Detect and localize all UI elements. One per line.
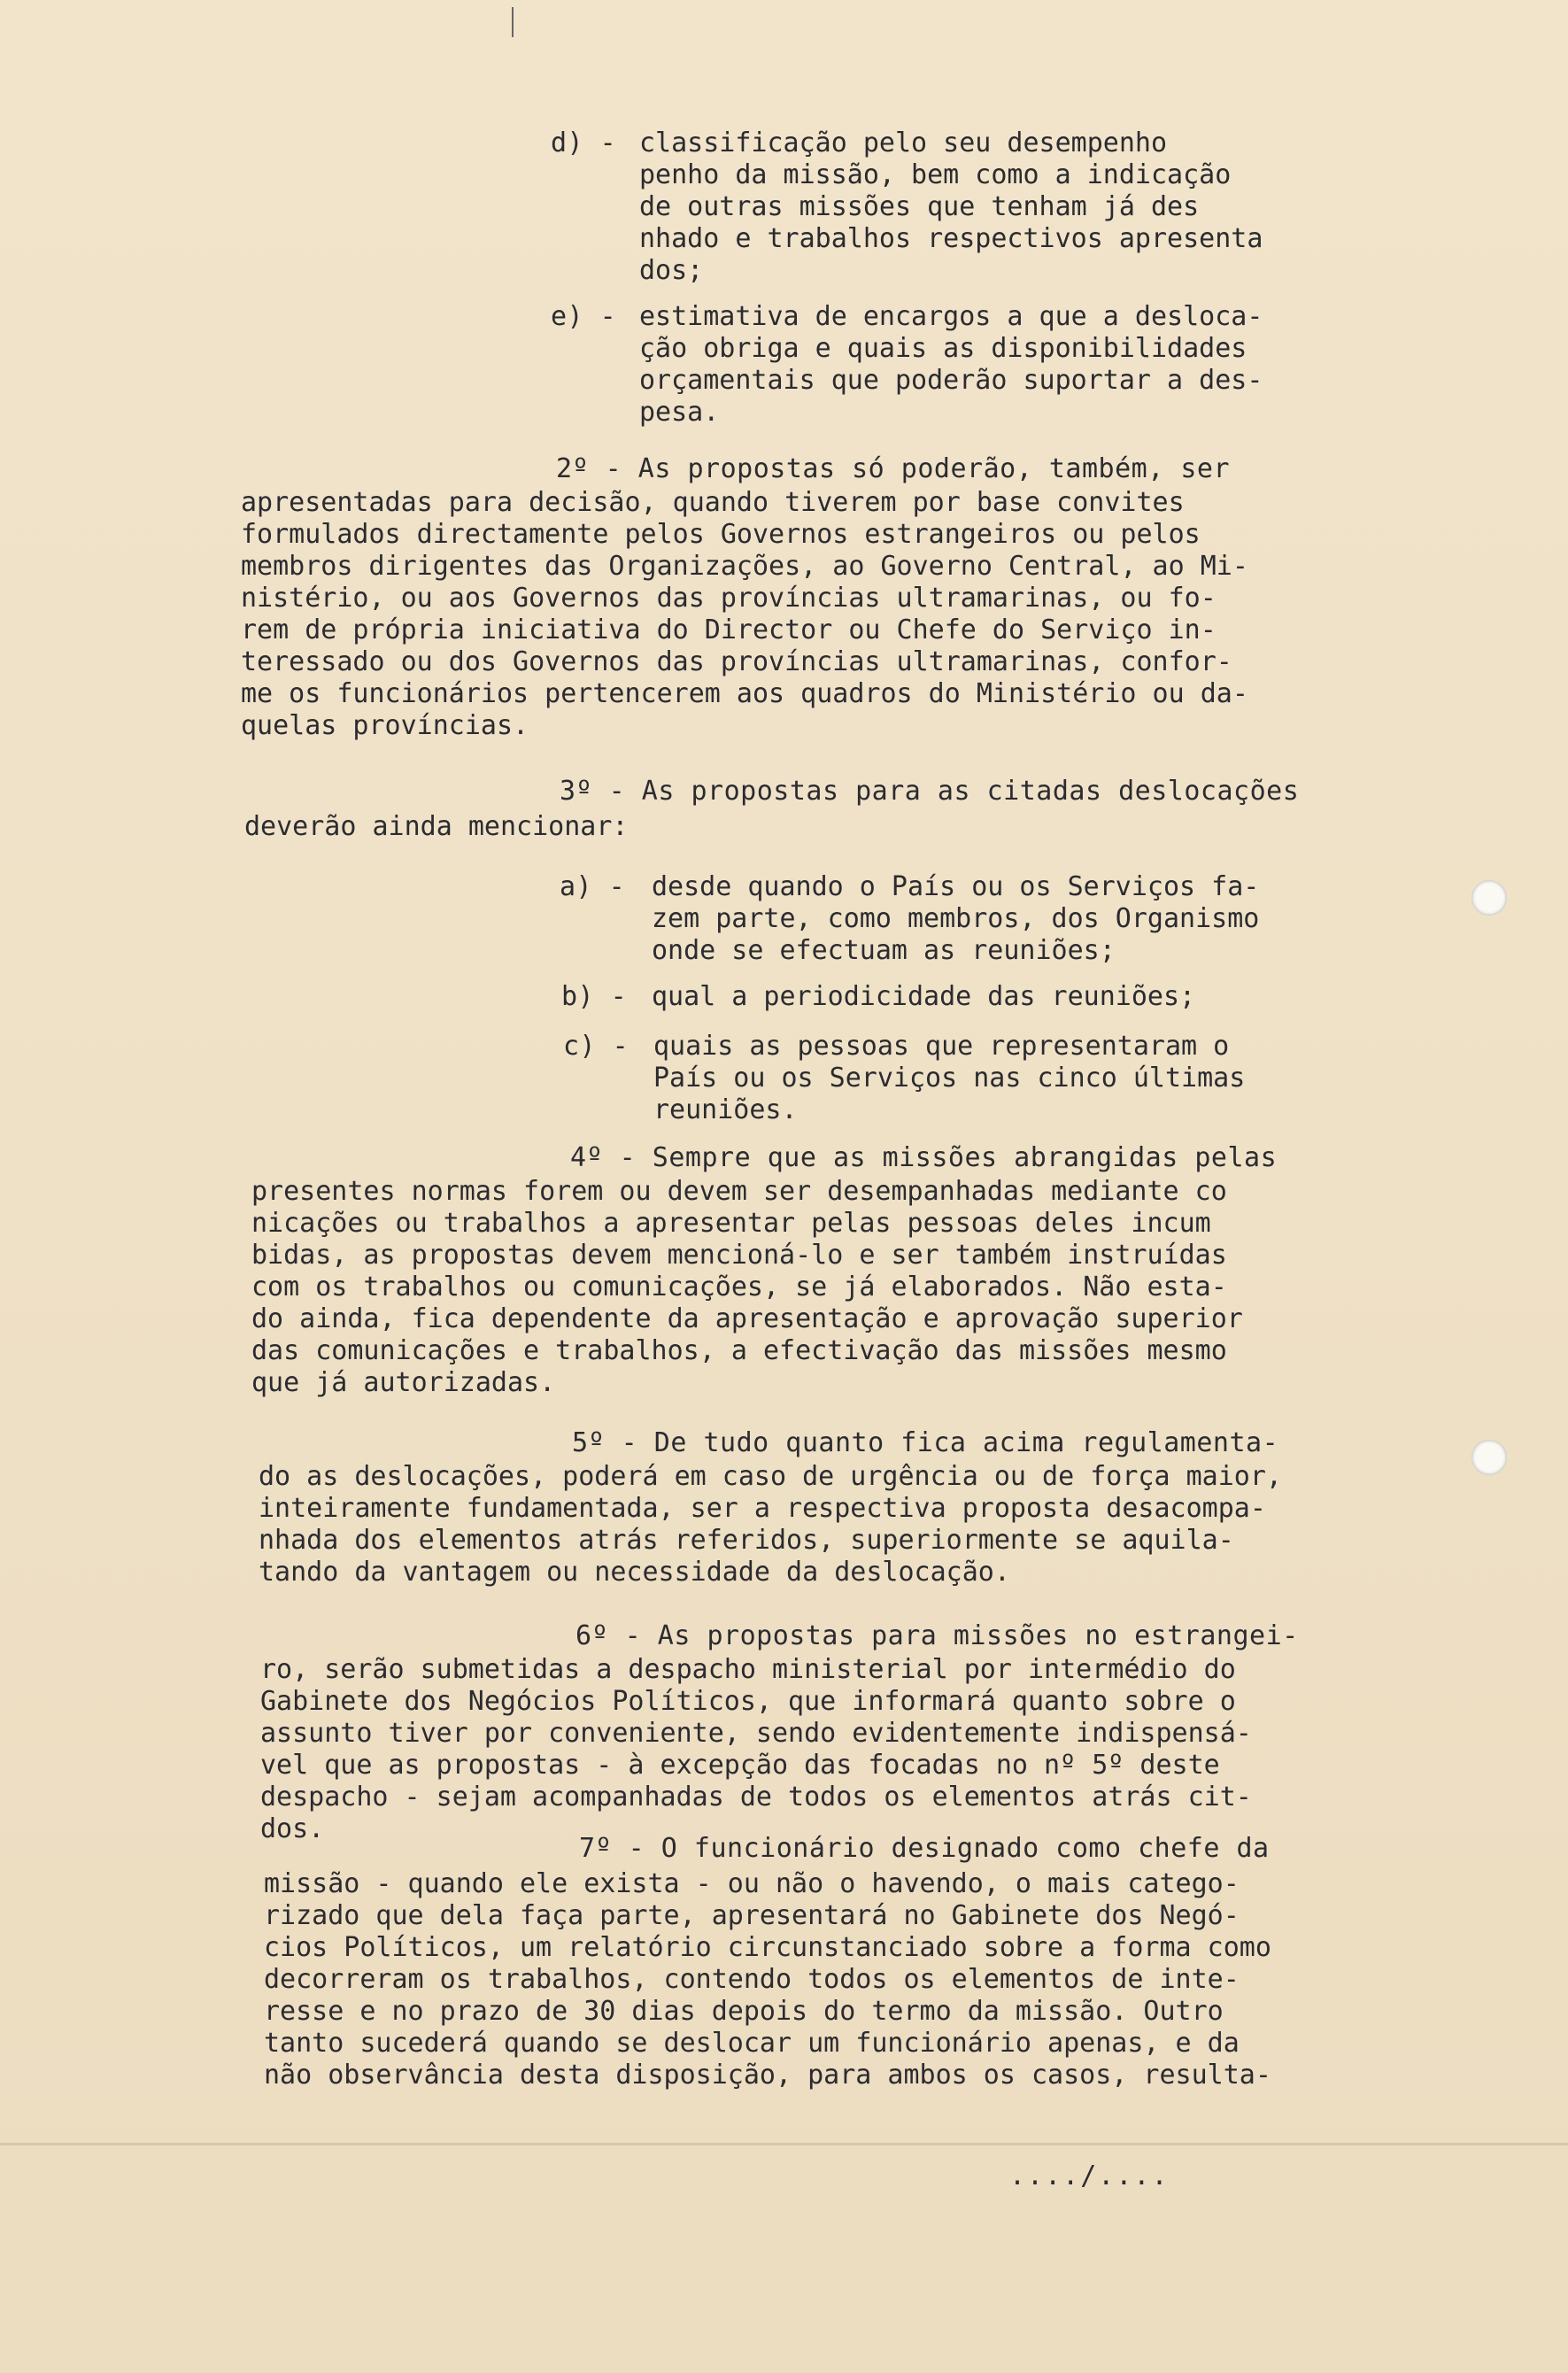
- text-line: das comunicações e trabalhos, a efectivação das missões mesmo: [251, 1335, 1227, 1366]
- text-line: estimativa de encargos a que a desloca-: [639, 301, 1263, 332]
- text-line: rizado que dela faça parte, apresentará no Gabinete dos Negó-: [264, 1900, 1240, 1931]
- text-line: despacho - sejam acompanhadas de todos os elementos atrás cit-: [260, 1782, 1252, 1813]
- text-line: tanto sucederá quando se deslocar um funcionário apenas, e da: [264, 2028, 1240, 2059]
- text-line: assunto tiver por conveniente, sendo evidentemente indispensá-: [260, 1718, 1252, 1749]
- text-line: formulados directamente pelos Governos estrangeiros ou pelos: [241, 519, 1201, 550]
- continuation-mark: ..../....: [1009, 2160, 1170, 2191]
- text-line: teressado ou dos Governos das províncias ultramarinas, confor-: [241, 646, 1232, 677]
- text-line: membros dirigentes das Organizações, ao Governo Central, ao Mi-: [241, 551, 1248, 582]
- item-c-text: [653, 1031, 1245, 1126]
- para-3-text: [244, 811, 628, 843]
- text-line: nhado e trabalhos respectivos apresenta: [639, 223, 1263, 254]
- text-line: rem de própria iniciativa do Director ou Chefe do Serviço in-: [241, 615, 1217, 645]
- para-2-text: [241, 487, 1248, 742]
- text-line: zem parte, como membros, dos Organismo: [652, 903, 1260, 934]
- para-7-text: [264, 1868, 1271, 2091]
- item-c-label: c) -: [563, 1031, 630, 1062]
- text-line: nicações ou trabalhos a apresentar pelas pessoas deles incum: [251, 1208, 1211, 1239]
- item-e-text: [639, 301, 1263, 429]
- para-7-first-line: 7º - O funcionário designado como chefe da: [579, 1833, 1270, 1864]
- text-line: qual a periodicidade das reuniões;: [652, 981, 1196, 1012]
- paper-fold: [0, 2143, 1568, 2145]
- text-line: presentes normas forem ou devem ser desempanhadas mediante co: [251, 1176, 1227, 1207]
- item-d-text: [639, 128, 1263, 287]
- punch-hole-bottom: [1471, 1440, 1507, 1475]
- text-line: ro, serão submetidas a despacho ministerial por intermédio do: [260, 1654, 1236, 1685]
- text-line: tando da vantagem ou necessidade da deslocação.: [259, 1557, 1010, 1588]
- para-6-first-line: 6º - As propostas para missões no estrangei-: [575, 1620, 1299, 1651]
- text-line: nistério, ou aos Governos das províncias ultramarinas, ou fo-: [241, 583, 1217, 614]
- text-line: do as deslocações, poderá em caso de urgência ou de força maior,: [259, 1461, 1282, 1492]
- text-line: de outras missões que tenham já des: [639, 191, 1200, 222]
- text-line: inteiramente fundamentada, ser a respectiva proposta desacompa-: [259, 1493, 1266, 1524]
- text-line: pesa.: [639, 397, 720, 428]
- para-5-text: [259, 1461, 1282, 1588]
- text-line: decorreram os trabalhos, contendo todos os elementos de inte-: [264, 1964, 1240, 1995]
- item-a-label: a) -: [560, 871, 626, 902]
- text-line: onde se efectuam as reuniões;: [652, 935, 1116, 966]
- text-line: desde quando o País ou os Serviços fa-: [652, 871, 1260, 902]
- para-3-first-line: 3º - As propostas para as citadas deslocações: [560, 776, 1300, 807]
- item-b-label: b) -: [561, 981, 628, 1012]
- text-line: ção obriga e quais as disponibilidades: [639, 333, 1247, 364]
- para-6-text: [260, 1654, 1252, 1845]
- text-line: quais as pessoas que representaram o: [653, 1031, 1230, 1062]
- text-line: Gabinete dos Negócios Políticos, que informará quanto sobre o: [260, 1686, 1236, 1717]
- para-4-first-line: 4º - Sempre que as missões abrangidas pelas: [570, 1142, 1278, 1173]
- text-line: orçamentais que poderão suportar a des-: [639, 365, 1263, 396]
- text-line: resse e no prazo de 30 dias depois do termo da missão. Outro: [264, 1996, 1224, 2027]
- margin-mark: [512, 7, 514, 37]
- text-line: não observância desta disposição, para ambos os casos, resulta-: [264, 2060, 1271, 2091]
- para-2-first-line: 2º - As propostas só poderão, também, ser: [556, 453, 1231, 484]
- item-a-text: [652, 871, 1259, 967]
- text-line: com os trabalhos ou comunicações, se já elaborados. Não esta-: [251, 1272, 1227, 1302]
- text-line: me os funcionários pertencerem aos quadros do Ministério ou da-: [241, 678, 1248, 709]
- para-5-first-line: 5º - De tudo quanto fica acima regulamenta-: [572, 1427, 1279, 1458]
- text-line: apresentadas para decisão, quando tiverem por base convites: [241, 487, 1185, 518]
- text-line: deverão ainda mencionar:: [244, 811, 629, 842]
- para-4-text: [251, 1176, 1243, 1399]
- item-e-label: e) -: [551, 301, 617, 332]
- item-d-label: d) -: [551, 128, 617, 158]
- text-line: bidas, as propostas devem mencioná-lo e ser também instruídas: [251, 1240, 1227, 1271]
- item-b-text: [652, 981, 1195, 1013]
- text-line: penho da missão, bem como a indicação: [639, 159, 1232, 190]
- text-line: reuniões.: [653, 1094, 798, 1125]
- text-line: vel que as propostas - à excepção das focadas no nº 5º deste: [260, 1750, 1220, 1781]
- punch-hole-top: [1471, 880, 1507, 916]
- text-line: do ainda, fica dependente da apresentação e aprovação superior: [251, 1303, 1243, 1334]
- text-line: cios Políticos, um relatório circunstanciado sobre a forma como: [264, 1932, 1271, 1963]
- text-line: dos;: [639, 255, 704, 286]
- text-line: nhada dos elementos atrás referidos, superiormente se aquila-: [259, 1525, 1234, 1556]
- text-line: classificação pelo seu desempenho: [639, 128, 1168, 158]
- text-line: quelas províncias.: [241, 710, 529, 741]
- text-line: dos.: [260, 1813, 325, 1844]
- text-line: missão - quando ele exista - ou não o havendo, o mais catego-: [264, 1868, 1240, 1899]
- text-line: País ou os Serviços nas cinco últimas: [653, 1063, 1246, 1094]
- text-line: que já autorizadas.: [251, 1367, 556, 1398]
